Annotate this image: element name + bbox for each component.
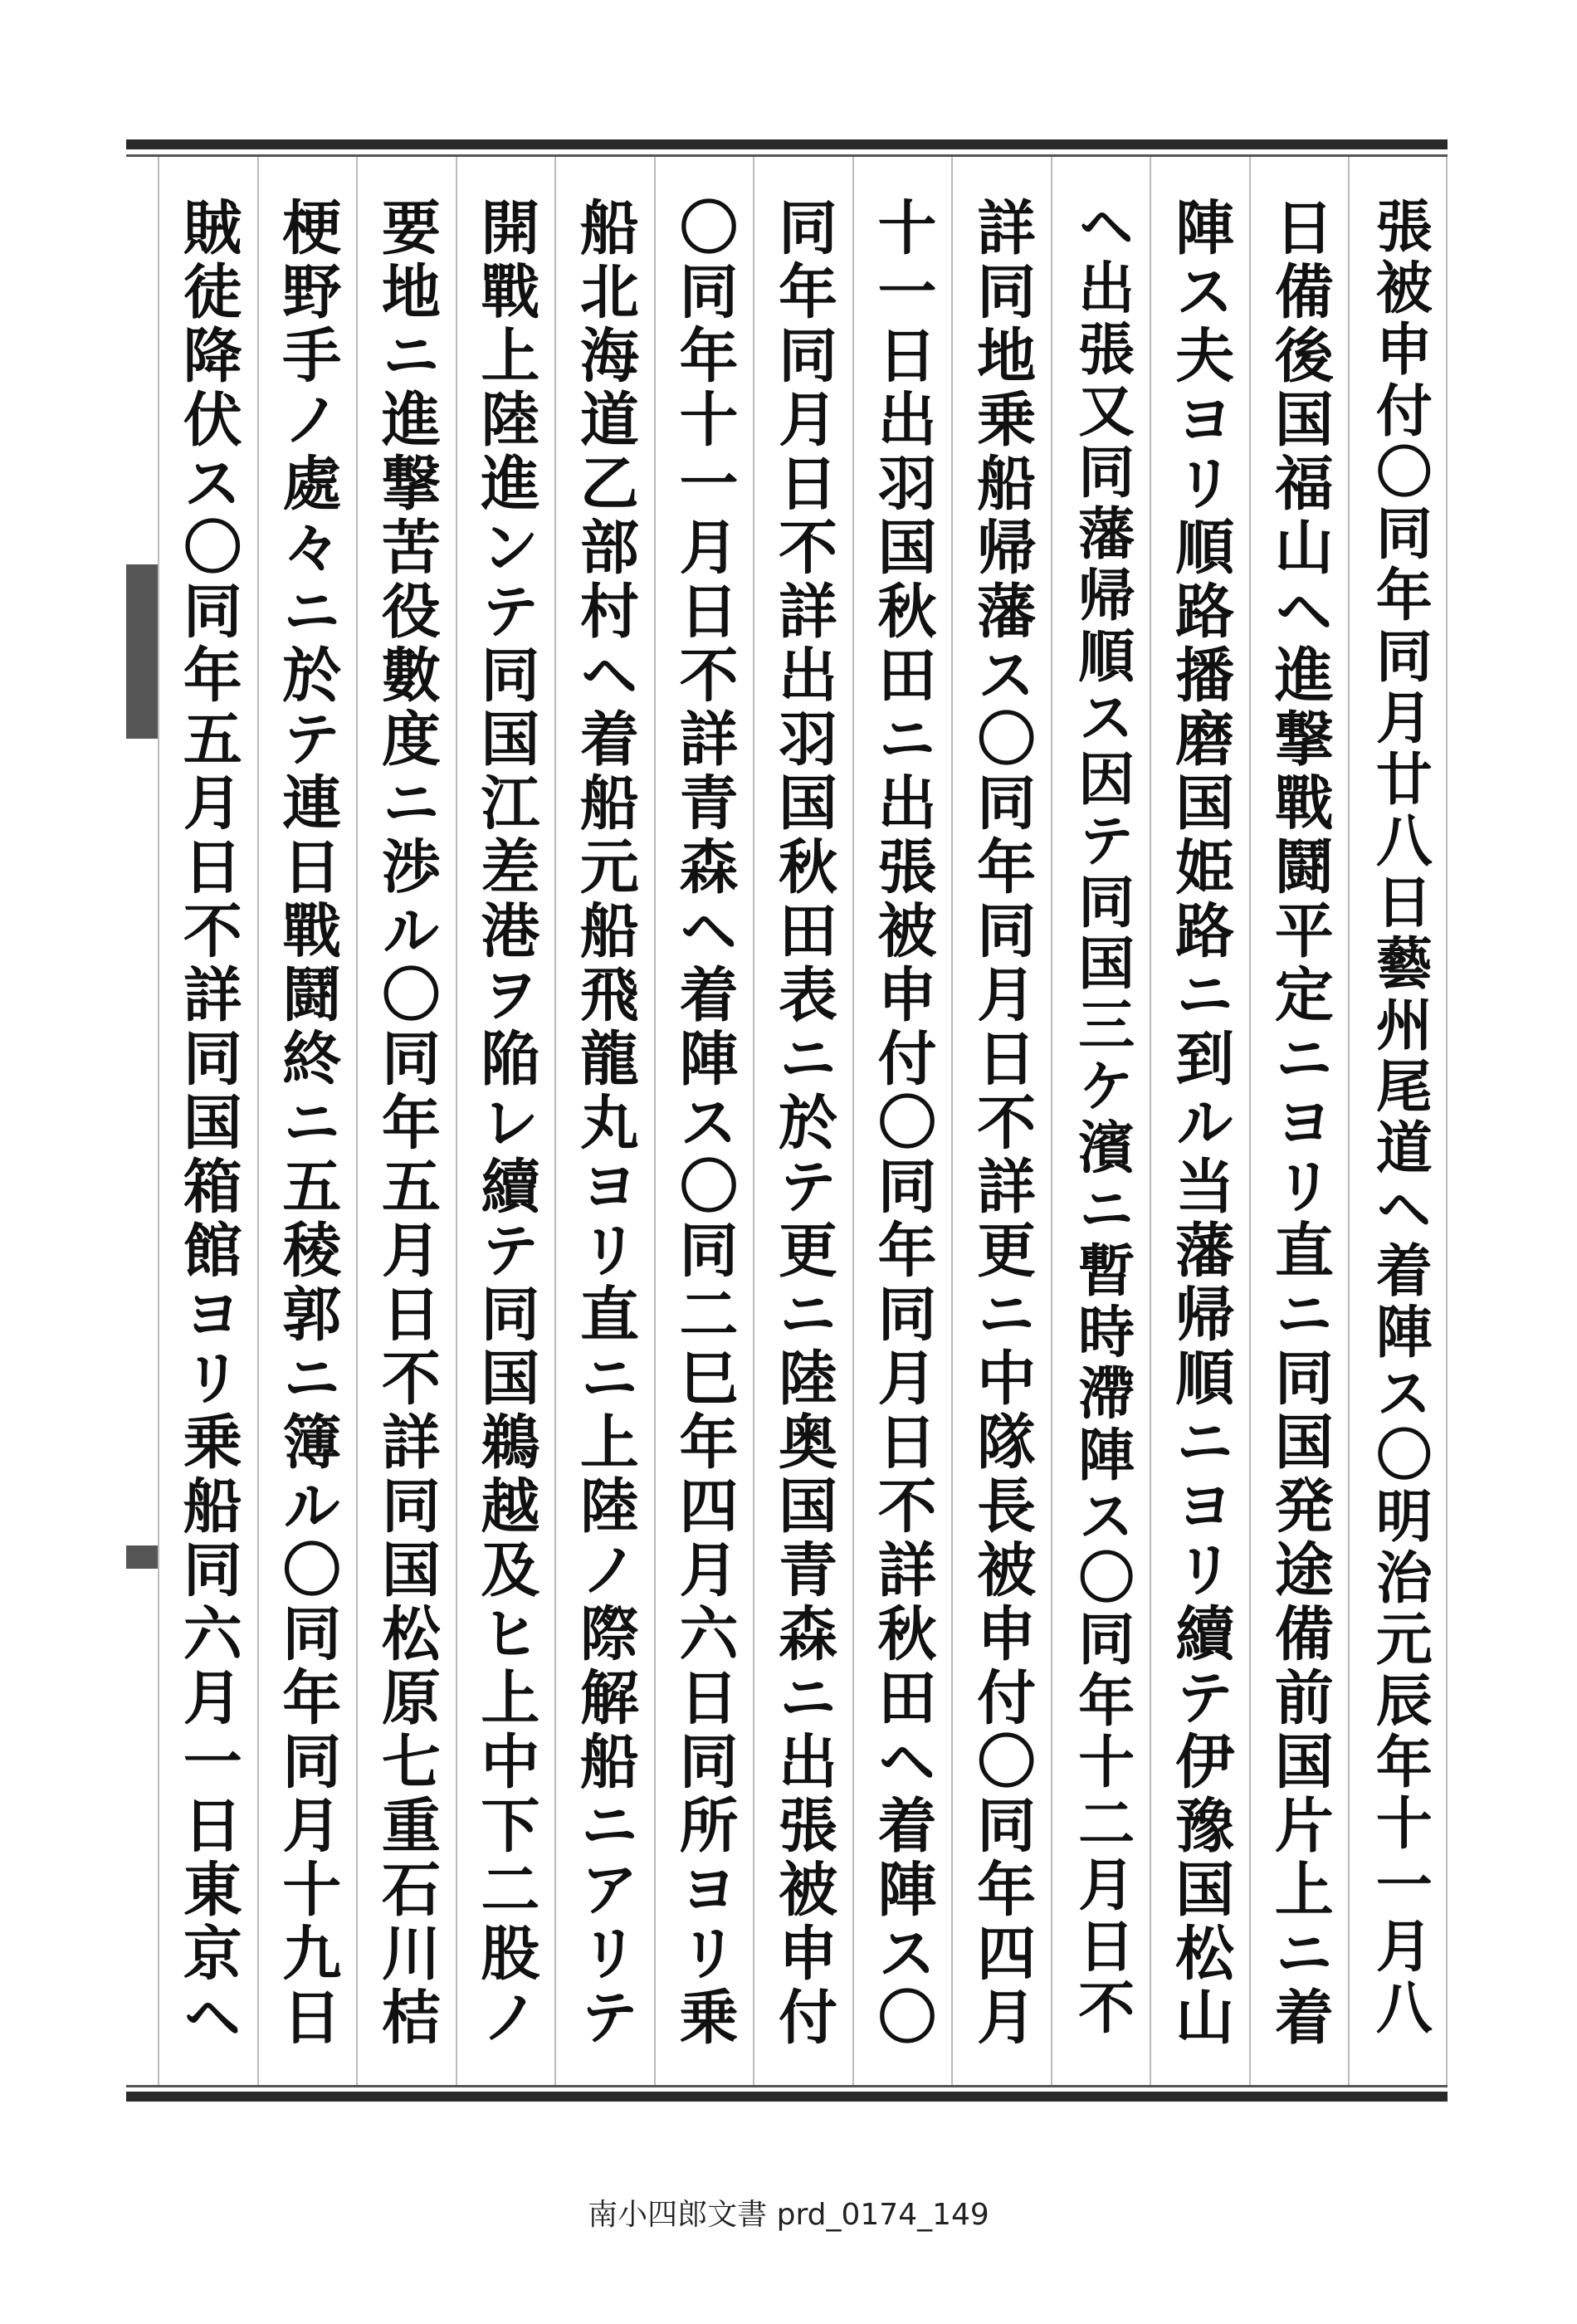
column-text: 梗野手ノ處々ニ於テ連日戰鬪終ニ五稜郭ニ簿ル〇同年同月十九日 — [272, 197, 342, 2050]
column-text: 日備後国福山ヘ進撃戰鬪平定ニヨリ直ニ同国発途備前国片上ニ着 — [1265, 197, 1335, 2050]
bottom-thin-rule — [126, 2085, 1448, 2087]
text-column — [554, 157, 654, 2085]
column-text: 要地ニ進撃苦役數度ニ渉ル〇同年五月日不詳同国松原七重石川桔 — [372, 197, 442, 2050]
column-text: 船北海道乙部村ヘ着船元船飛龍丸ヨリ直ニ上陸ノ際解船ニアリテ — [570, 197, 640, 2050]
document-caption: 南小四郎文書 prd_0174_149 — [588, 2198, 989, 2232]
column-text: 張被申付〇同年同月廿八日藝州尾道ヘ着陣ス〇明治元辰年十一月八 — [1366, 197, 1433, 2039]
column-text: 同年同月日不詳出羽国秋田表ニ於テ更ニ陸奥国青森ニ出張被申付 — [769, 197, 838, 2050]
text-column — [1051, 157, 1150, 2085]
text-column — [158, 157, 257, 2085]
text-column — [1150, 157, 1249, 2085]
column-text: 賊徒降伏ス〇同年五月日不詳同国箱館ヨリ乗船同六月一日東京ヘ — [173, 197, 243, 2050]
top-thick-rule — [126, 139, 1448, 149]
column-text: 十一日出羽国秋田ニ出張被申付〇同年同月日不詳秋田ヘ着陣ス〇 — [868, 197, 938, 2050]
binding-tab-small — [126, 1545, 158, 1569]
text-column — [951, 157, 1051, 2085]
text-column — [654, 157, 754, 2085]
text-column — [1348, 157, 1448, 2085]
text-column — [456, 157, 555, 2085]
text-column — [257, 157, 357, 2085]
column-text: 陣ス夫ヨリ順路播磨国姫路ニ到ル当藩帰順ニヨリ續テ伊豫国松山 — [1165, 197, 1235, 2050]
bottom-thick-rule — [126, 2092, 1448, 2102]
text-column — [852, 157, 952, 2085]
binding-tab — [126, 564, 158, 739]
column-text: 開戰上陸進ンテ同国江差港ヲ陥レ續テ同国鵜越及ヒ上中下二股ノ — [471, 197, 540, 2050]
column-text: 〇同年十一月日不詳青森ヘ着陣ス〇同二巳年四月六日同所ヨリ乗 — [669, 197, 739, 2050]
text-column — [753, 157, 852, 2085]
manuscript-frame — [158, 157, 1448, 2085]
text-column — [1249, 157, 1349, 2085]
column-text: ヘ出張又同藩帰順ス因テ同国三ケ濱ニ暫時滯陣ス〇同年十二月日不 — [1068, 197, 1135, 2039]
column-text: 詳同地乗船帰藩ス〇同年同月日不詳更ニ中隊長被申付〇同年四月 — [967, 197, 1037, 2050]
text-column — [356, 157, 456, 2085]
